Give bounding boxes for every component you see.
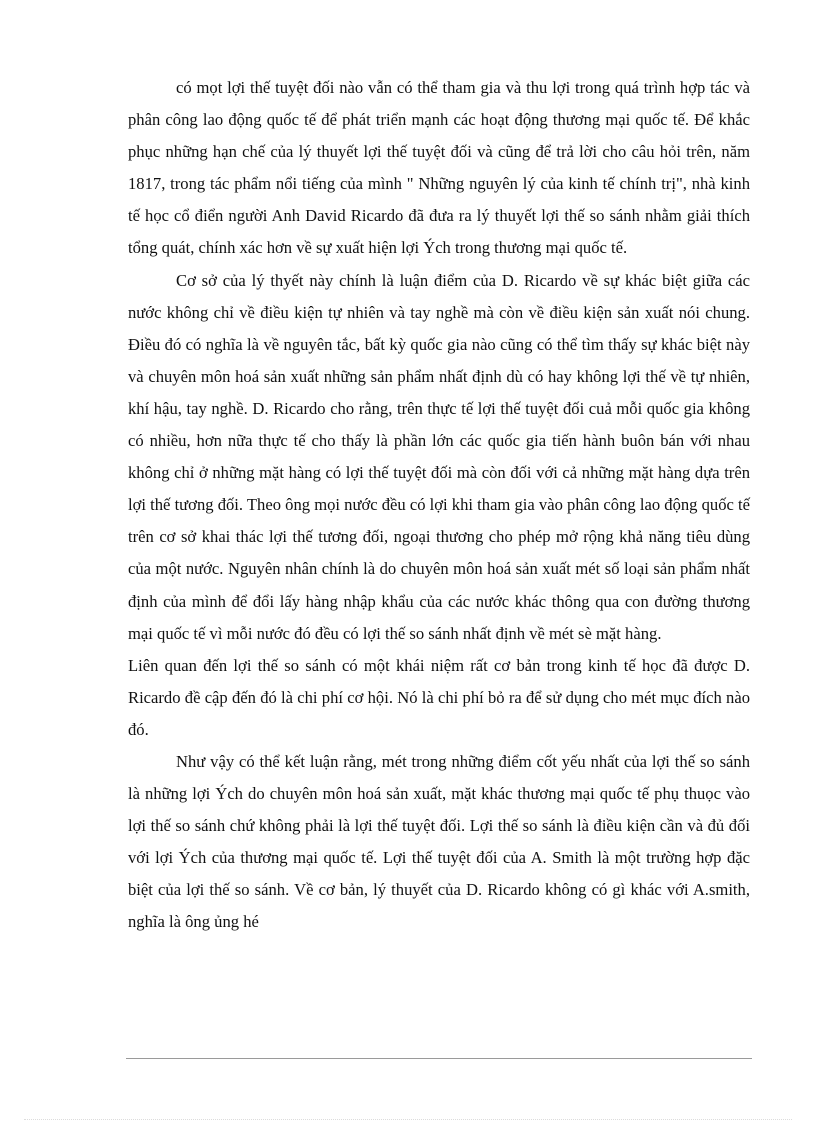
paragraph-1: có mọt lợi thế tuyệt đối nào vẫn có thể tham gia và thu lợi trong quá trình hợp tác và phân công lao động quốc tế để phát triển mạnh các hoạt động thương mại quốc tế. Để khắc phục những hạn chế của lý thuyết lợi thế tuyệt đối và cũng để trả lời cho câu hỏi trên, năm 1817, trong tác phẩm nổi tiếng của mình " Những nguyên lý của kinh tế chính trị", nhà kinh tế học cổ điển người Anh David Ricardo đã đưa ra lý thuyết lợi thế so sánh nhằm giải thích tổng quát, chính xác hơn về sự xuất hiện lợi Ých trong thương mại quốc tế. <box>128 78 750 258</box>
footer-divider <box>126 1058 752 1059</box>
document-body <box>128 72 750 939</box>
paragraph-2: Cơ sở của lý thyết này chính là luận điểm của D. Ricardo về sự khác biệt giữa các nước không chỉ về điều kiện tự nhiên và tay nghề mà còn về điều kiện sản xuất nói chung. Điều đó có nghĩa là về nguyên tắc, bất kỳ quốc gia nào cũng có thể tìm thấy sự khác biệt này và chuyên môn hoá sản xuất những sản phẩm nhất định dù có hay không lợi thế về tự nhiên, khí hậu, tay nghề. D. Ricardo cho rằng, trên thực tế lợi thế tuyệt đối cuả mỗi quốc gia không có nhiều, hơn nữa thực tế cho thấy là phần lớn các quốc gia tiến hành buôn bán với nhau không chỉ ở những mặt hàng có lợi thế tuyệt đối mà còn đối với cả những mặt hàng dựa trên lợi thế tương đối. Theo ông mọi nước đều có lợi khi tham gia vào phân công lao động quốc tế trên cơ sở khai thác lợi thế tương đối, ngoại thương cho phép mở rộng khả năng tiêu dùng của một nước. Nguyên nhân chính là do chuyên môn hoá sản xuất mét số loại sản phẩm nhất định của mình để đổi lấy hàng nhập khẩu của các nước khác thông qua con đường thương mại quốc tế vì mỗi nước đó đều có lợi thế so sánh nhất định về mét sè mặt hàng. <box>128 270 750 643</box>
paragraph-4: Như vậy có thể kết luận rằng, mét trong những điểm cốt yếu nhất của lợi thế so sánh là những lợi Ých do chuyên môn hoá sản xuất, mặt khác thương mại quốc tế phụ thuọc vào lợi thế so sánh chứ không phải là lợi thế tuyệt đối. Lợi thế so sánh là điều kiện cần và đủ đối với lợi Ých của thương mại quốc tế. Lợi thế tuyệt đối của A. Smith là một trường hợp đặc biệt của lợi thế so sánh. Về cơ bản, lý thuyết của D. Ricardo không có gì khác với A.smith, nghĩa là ông ủng hé <box>128 751 750 932</box>
paragraph-3: Liên quan đến lợi thế so sánh có một khái niệm rất cơ bản trong kinh tế học đã được D. Ricardo đề cập đến đó là chi phí cơ hội. Nó là chi phí bỏ ra để sử dụng cho mét mục đích nào đó. <box>128 655 750 739</box>
page-bottom-border <box>24 1119 792 1120</box>
